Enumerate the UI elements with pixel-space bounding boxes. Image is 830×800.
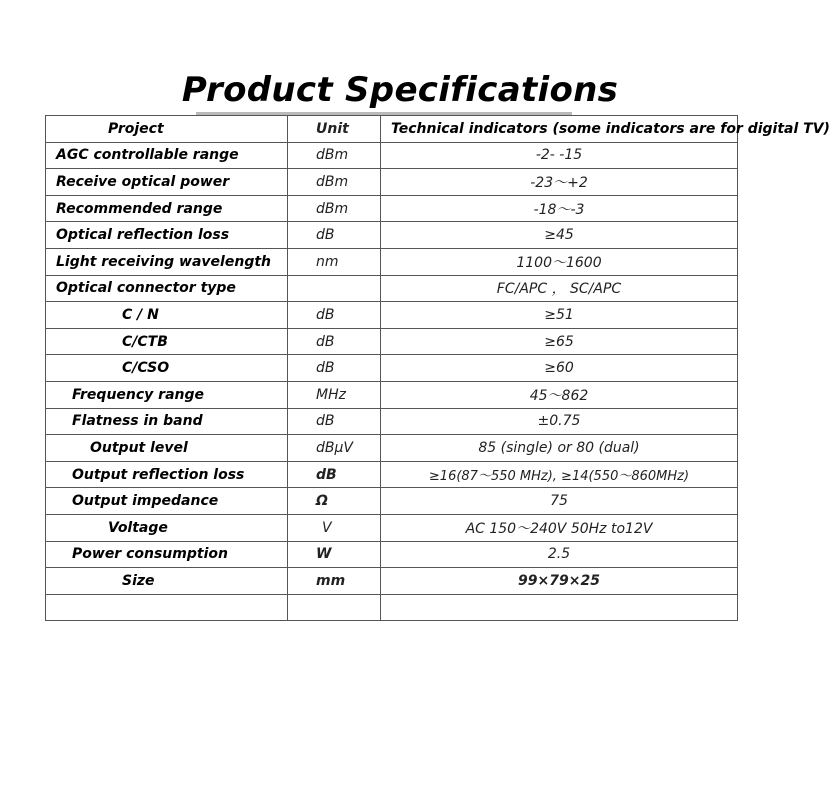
row-unit: dB xyxy=(288,355,381,382)
row-unit: mm xyxy=(288,568,381,595)
row-value: ≥65 xyxy=(381,328,738,355)
row-value: 2.5 xyxy=(381,541,738,568)
header-unit: Unit xyxy=(288,116,381,143)
row-project: Flatness in band xyxy=(46,408,288,435)
table-row xyxy=(46,302,738,329)
table-row xyxy=(46,355,738,382)
row-project: Frequency range xyxy=(46,381,288,408)
table-row xyxy=(46,222,738,249)
row-project: Power consumption xyxy=(46,541,288,568)
table-row xyxy=(46,435,738,462)
row-unit: dBm xyxy=(288,169,381,196)
header-project: Project xyxy=(46,116,288,143)
row-value: -23～+2 xyxy=(381,169,738,196)
row-value: ±0.75 xyxy=(381,408,738,435)
table-header-row xyxy=(46,116,738,143)
row-unit: W xyxy=(288,541,381,568)
table-row xyxy=(46,594,738,621)
table-row xyxy=(46,461,738,488)
table-row xyxy=(46,248,738,275)
row-value: 75 xyxy=(381,488,738,515)
row-unit: dBμV xyxy=(288,435,381,462)
row-value: 85 (single) or 80 (dual) xyxy=(381,435,738,462)
row-unit: dB xyxy=(288,408,381,435)
row-project: Output impedance xyxy=(46,488,288,515)
table-row xyxy=(46,408,738,435)
table-row xyxy=(46,541,738,568)
table-row xyxy=(46,381,738,408)
row-project: Light receiving wavelength xyxy=(46,248,288,275)
row-project: AGC controllable range xyxy=(46,142,288,169)
row-unit: dB xyxy=(288,222,381,249)
row-project: C / N xyxy=(46,302,288,329)
table-row xyxy=(46,195,738,222)
row-value: -2- -15 xyxy=(381,142,738,169)
row-value: AC 150～240V 50Hz to12V xyxy=(381,514,738,541)
row-value: FC/APC ， SC/APC xyxy=(381,275,738,302)
table-row xyxy=(46,142,738,169)
row-unit: dBm xyxy=(288,195,381,222)
row-unit: MHz xyxy=(288,381,381,408)
row-value: 99×79×25 xyxy=(381,568,738,595)
row-project: Optical connector type xyxy=(46,275,288,302)
row-value: ≥51 xyxy=(381,302,738,329)
page-title: Product Specifications xyxy=(181,70,619,110)
row-unit: dBm xyxy=(288,142,381,169)
table-row xyxy=(46,275,738,302)
row-unit xyxy=(288,594,381,621)
table-row xyxy=(46,169,738,196)
table-row xyxy=(46,514,738,541)
table-row xyxy=(46,488,738,515)
row-value: ≥16(87～550 MHz), ≥14(550～860MHz) xyxy=(381,461,738,488)
row-project: Output level xyxy=(46,435,288,462)
row-project: Size xyxy=(46,568,288,595)
row-value xyxy=(381,594,738,621)
row-unit: dB xyxy=(288,302,381,329)
table-row xyxy=(46,568,738,595)
row-unit xyxy=(288,275,381,302)
row-unit: Ω xyxy=(288,488,381,515)
row-project: C/CTB xyxy=(46,328,288,355)
row-value: -18～-3 xyxy=(381,195,738,222)
row-unit: dB xyxy=(288,328,381,355)
row-project: Receive optical power xyxy=(46,169,288,196)
row-project: Optical reflection loss xyxy=(46,222,288,249)
row-unit: V xyxy=(288,514,381,541)
row-value: 1100～1600 xyxy=(381,248,738,275)
row-project xyxy=(46,594,288,621)
table-row xyxy=(46,328,738,355)
specifications-table xyxy=(45,115,830,621)
row-project: Voltage xyxy=(46,514,288,541)
row-project: Recommended range xyxy=(46,195,288,222)
row-value: 45～862 xyxy=(381,381,738,408)
row-value: ≥60 xyxy=(381,355,738,382)
row-unit: nm xyxy=(288,248,381,275)
row-unit: dB xyxy=(288,461,381,488)
row-project: C/CSO xyxy=(46,355,288,382)
row-project: Output reflection loss xyxy=(46,461,288,488)
header-indicators: Technical indicators (some indicators are for digital TV) xyxy=(381,116,738,143)
row-value: ≥45 xyxy=(381,222,738,249)
